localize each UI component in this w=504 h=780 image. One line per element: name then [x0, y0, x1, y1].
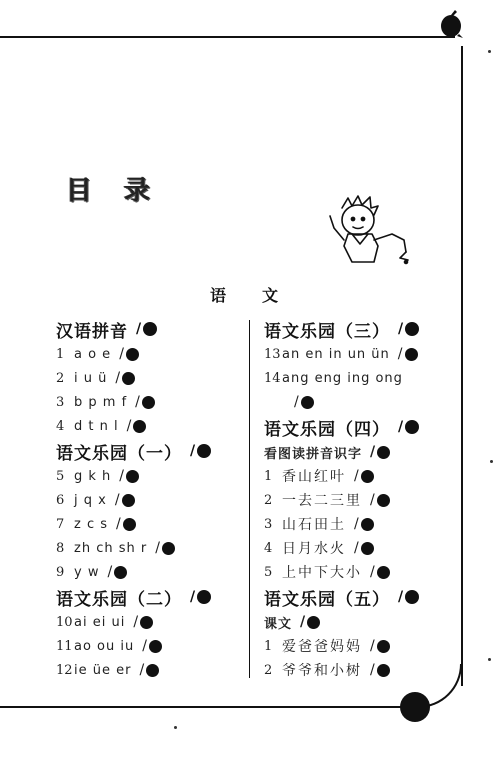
page-separator: / [370, 492, 375, 508]
page-separator: / [190, 443, 196, 459]
toc-entry-number: 12 [56, 662, 73, 678]
page-separator: / [300, 614, 306, 630]
page-separator: / [190, 589, 196, 605]
page-separator: / [370, 564, 375, 580]
toc-lesson-entry[interactable] [264, 464, 454, 488]
toc-entry-title: z c s [74, 516, 109, 532]
toc-entry-number: 5 [56, 468, 65, 484]
toc-subheading[interactable] [264, 440, 454, 464]
page-number-dot-icon [361, 470, 374, 483]
toc-entry-number: 4 [56, 418, 65, 434]
page-separator: / [119, 346, 124, 362]
toc-entry-title: ai ei ui [74, 614, 126, 630]
toc-entry-number: 3 [56, 394, 65, 410]
title-char: 录 [124, 176, 153, 206]
page-number-dot-icon [301, 396, 314, 409]
page-separator: / [398, 321, 404, 337]
toc-entry-title: 看图读拼音识字 [264, 446, 363, 462]
toc-entry-number: 2 [56, 370, 65, 386]
page-separator: / [354, 540, 359, 556]
toc-entry-number: 6 [56, 492, 65, 508]
toc-entry-number: 11 [56, 638, 73, 654]
toc-entry-title: i u ü [74, 370, 108, 386]
toc-entry-title: 日月水火 [282, 541, 346, 557]
page-separator: / [135, 394, 140, 410]
toc-entry-number: 9 [56, 564, 65, 580]
toc-lesson-entry[interactable] [264, 634, 454, 658]
toc-lesson-entry[interactable] [56, 464, 246, 488]
toc-entry-title: g k h [74, 468, 112, 484]
page-separator: / [398, 589, 404, 605]
toc-entry-continuation[interactable] [264, 390, 454, 414]
toc-entry-title: a o e [74, 346, 112, 362]
toc-entry-title: 语文乐园（三） [264, 321, 390, 342]
toc-entry-title: zh ch sh r [74, 540, 148, 556]
toc-entry-title: 汉语拼音 [56, 321, 128, 342]
toc-entry-number: 13 [264, 346, 281, 362]
page-separator: / [133, 614, 139, 630]
page-separator: / [142, 638, 147, 654]
page-separator: / [115, 370, 121, 386]
toc-lesson-entry[interactable] [56, 366, 246, 390]
toc-entry-title: 一去二三里 [282, 493, 362, 509]
toc-entry-title: 语文乐园（五） [264, 589, 390, 610]
speck [490, 460, 493, 463]
toc-unit-heading[interactable] [264, 584, 454, 610]
toc-entry-number: 10 [56, 614, 73, 630]
page-number-dot-icon [405, 590, 419, 604]
toc-entry-title: 爱爸爸妈妈 [282, 639, 362, 655]
toc-lesson-entry[interactable] [56, 414, 246, 438]
toc-entry-title: 课文 [264, 616, 293, 632]
page-number-dot-icon [126, 470, 139, 483]
toc-entry-number: 1 [264, 468, 273, 484]
page-number-dot-icon [122, 494, 135, 507]
toc-right-column [264, 316, 454, 682]
toc-entry-number: 1 [56, 346, 65, 362]
toc-lesson-entry[interactable] [56, 560, 246, 584]
toc-entry-title: ie üe er [74, 662, 132, 678]
toc-entry-number: 1 [264, 638, 273, 654]
section-heading-char: 文 [262, 286, 279, 305]
page-separator: / [397, 346, 403, 362]
toc-entry-title: b p m f [74, 394, 128, 410]
page-separator: / [116, 516, 121, 532]
page-number-dot-icon [149, 640, 162, 653]
toc-lesson-entry[interactable] [56, 488, 246, 512]
title-char: 目 [66, 176, 95, 206]
toc-subheading[interactable] [264, 610, 454, 634]
toc-lesson-entry[interactable] [56, 634, 246, 658]
toc-entry-title: 语文乐园（一） [56, 443, 182, 464]
page-number-dot-icon [146, 664, 159, 677]
page-number-dot-icon [377, 566, 390, 579]
toc-lesson-entry[interactable] [264, 560, 454, 584]
page-number-dot-icon [377, 640, 390, 653]
page-number-dot-icon [126, 348, 139, 361]
toc-entry-title: ang eng ing ong [282, 370, 403, 386]
toc-entry-number: 2 [264, 492, 273, 508]
page-title [66, 170, 152, 207]
toc-entry-title: ao ou iu [74, 638, 135, 654]
toc-lesson-entry[interactable] [56, 512, 246, 536]
toc-entry-number: 3 [264, 516, 273, 532]
page-separator: / [354, 468, 359, 484]
page-number-dot-icon [114, 566, 127, 579]
page-separator: / [155, 540, 160, 556]
page-number-dot-icon [123, 518, 136, 531]
page-number-dot-icon [143, 322, 157, 336]
toc-lesson-entry[interactable] [56, 342, 246, 366]
page-frame-bottom-line [0, 706, 420, 708]
toc-lesson-entry[interactable] [264, 488, 454, 512]
page-separator: / [354, 516, 359, 532]
page-separator: / [370, 444, 376, 460]
page-separator: / [114, 492, 120, 508]
page-frame-top-line [0, 36, 455, 38]
toc-entry-number: 5 [264, 564, 273, 580]
page-number-dot-icon [405, 420, 419, 434]
speck [488, 658, 491, 661]
page-number-dot-icon [377, 664, 390, 677]
toc-entry-number: 2 [264, 662, 273, 678]
page-separator: / [294, 394, 299, 410]
toc-lesson-entry[interactable] [56, 658, 246, 682]
toc-lesson-entry[interactable] [264, 658, 454, 682]
page-frame-right-line [461, 46, 463, 686]
toc-lesson-entry[interactable] [264, 512, 454, 536]
toc-unit-heading[interactable] [56, 584, 246, 610]
page-number-dot-icon [361, 542, 374, 555]
page-number-dot-icon [140, 616, 153, 629]
toc-left-column [56, 316, 246, 682]
page-number-dot-icon [133, 420, 146, 433]
page-number-dot-icon [377, 446, 390, 459]
toc-unit-heading[interactable] [264, 316, 454, 342]
toc-lesson-entry[interactable] [56, 610, 246, 634]
toc-lesson-entry[interactable] [56, 536, 246, 560]
page-separator: / [136, 321, 142, 337]
toc-lesson-entry[interactable] [264, 536, 454, 560]
toc-lesson-entry[interactable] [264, 342, 454, 366]
page-separator: / [370, 638, 375, 654]
toc-entry-title: 香山红叶 [282, 469, 346, 485]
page-number-dot-icon [377, 494, 390, 507]
toc-entry-number: 8 [56, 540, 65, 556]
corner-ornament-icon [437, 10, 465, 40]
page-separator: / [370, 662, 375, 678]
page-number-dot-icon [197, 590, 211, 604]
page-number-dot-icon [162, 542, 175, 555]
toc-lesson-entry[interactable] [264, 366, 454, 390]
section-heading [210, 283, 278, 306]
page-number-dot-icon [405, 348, 418, 361]
toc-unit-heading[interactable] [56, 316, 246, 342]
toc-lesson-entry[interactable] [56, 390, 246, 414]
speck [174, 726, 177, 729]
page-separator: / [126, 418, 132, 434]
page-number-dot-icon [122, 372, 135, 385]
toc-entry-title: y w [74, 564, 100, 580]
column-divider [249, 320, 250, 678]
toc-entry-number: 7 [56, 516, 65, 532]
page-separator: / [119, 468, 125, 484]
speck [488, 50, 491, 53]
page-number-dot-icon [142, 396, 155, 409]
toc-entry-title: j q x [74, 492, 107, 508]
toc-unit-heading[interactable] [264, 414, 454, 440]
toc-entry-title: 语文乐园（四） [264, 419, 390, 440]
page-separator: / [398, 419, 404, 435]
toc-entry-title: 语文乐园（二） [56, 589, 182, 610]
toc-entry-title: d t n l [74, 418, 119, 434]
page-separator: / [139, 662, 145, 678]
page-number-dot-icon [361, 518, 374, 531]
toc-entry-title: 上中下大小 [282, 565, 362, 581]
page-number-dot-icon [405, 322, 419, 336]
page-number-dot-icon [197, 444, 211, 458]
toc-entry-title: 山石田土 [282, 517, 346, 533]
toc-entry-number: 14 [264, 370, 281, 386]
toc-entry-number: 4 [264, 540, 273, 556]
corner-dot-ornament [400, 692, 430, 722]
section-heading-char: 语 [210, 286, 227, 305]
page-separator: / [107, 564, 113, 580]
child-illustration [322, 188, 412, 268]
toc-entry-title: an en in un ün [282, 346, 390, 362]
toc-entry-title: 爷爷和小树 [282, 663, 362, 679]
toc-unit-heading[interactable] [56, 438, 246, 464]
page-number-dot-icon [307, 616, 320, 629]
